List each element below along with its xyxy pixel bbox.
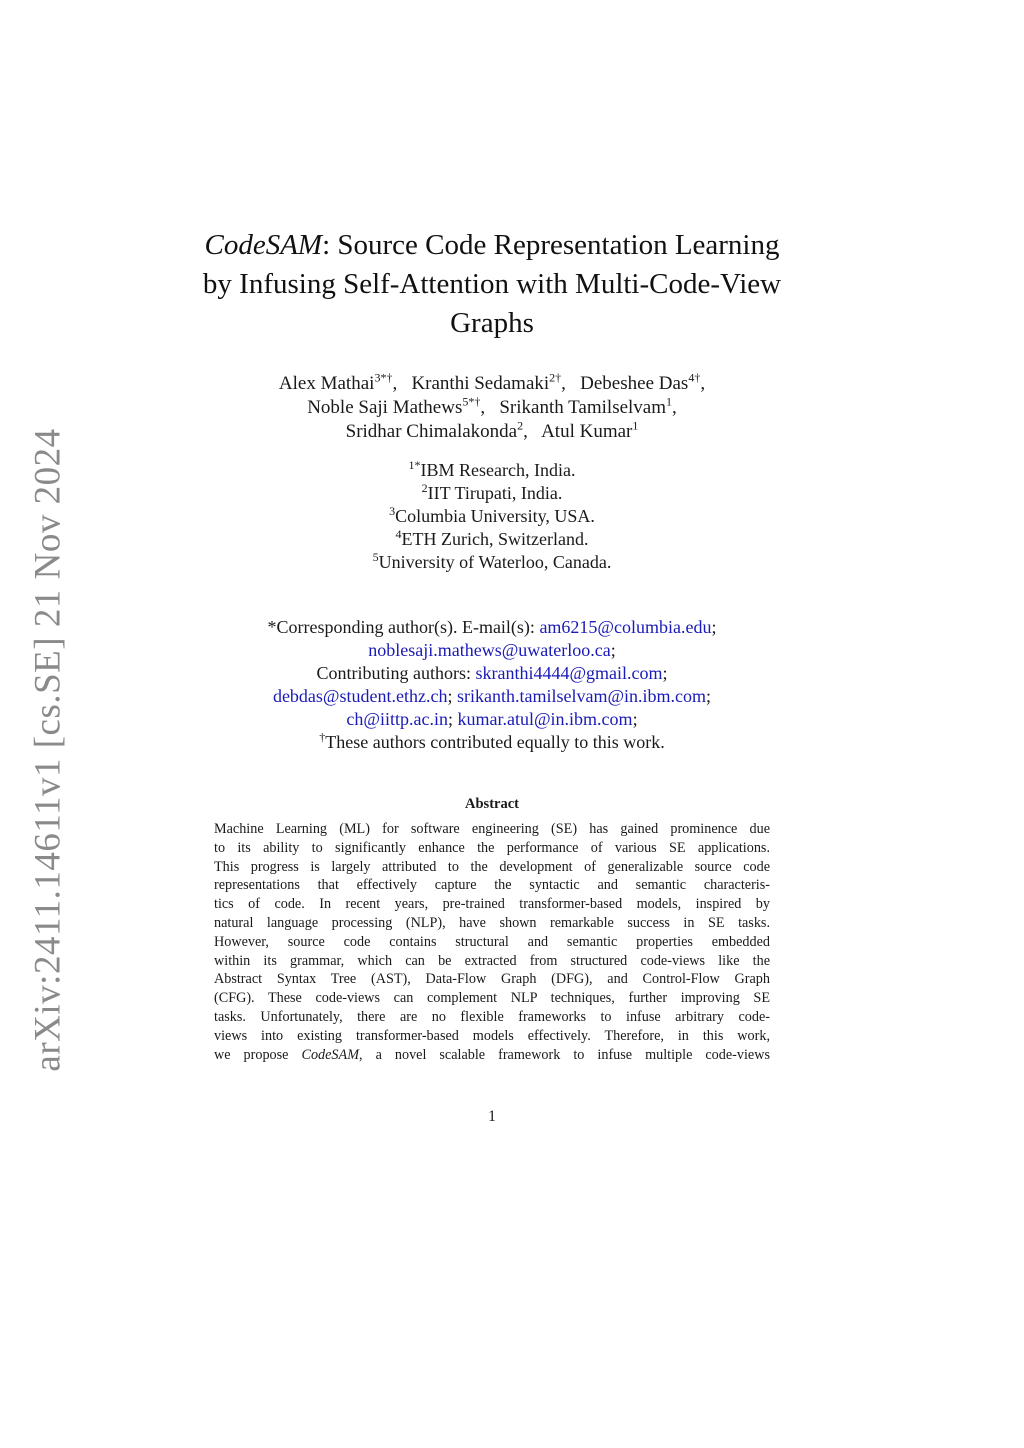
abstract-heading: Abstract xyxy=(465,796,519,812)
author: Noble Saji Mathews$^{5*\dagger}$, xyxy=(307,394,486,418)
author: Sridhar Chimalakonda$^2$, xyxy=(345,418,528,442)
abstract-line: (CFG). These code-views can complement NLP techniques, further improving SE xyxy=(214,990,770,1007)
affiliation: $^4$ETH Zurich, Switzerland. xyxy=(395,527,589,549)
email-link[interactable]: am6215@columbia.edu xyxy=(539,617,712,637)
page-number: 1 xyxy=(488,1108,496,1125)
affiliations xyxy=(172,459,812,574)
author: Debeshee Das$^{4\dagger}$, xyxy=(580,370,706,394)
email-link[interactable]: skranthi4444@gmail.com xyxy=(475,663,663,683)
correspondence-block: *Corresponding author(s). E-mail(s): am6215@columbia.edu; noblesaji.mathews@uwaterloo.ca; Contributing authors: skranthi4444@gmail.com; debdas@student.ethz.ch; srikanth.tamilselvam@in.ibm.com; ch@iittp.ac.in; kumar.atul@in.ibm.com; †These authors contributed equally to this work. xyxy=(172,616,812,754)
abstract-body xyxy=(214,820,770,1064)
paper-title xyxy=(172,226,812,343)
email-link[interactable]: debdas@student.ethz.ch xyxy=(272,686,448,706)
abstract-line: we propose CodeSAM, a novel scalable framework to infuse multiple code-views xyxy=(214,1046,770,1063)
affiliation: $^2$IIT Tirupati, India. xyxy=(421,481,563,503)
abstract-line: views into existing transformer-based models effectively. Therefore, in this work, xyxy=(214,1027,770,1044)
author: Kranthi Sedamaki$^{2\dagger}$, xyxy=(411,370,566,394)
affiliation: $^5$University of Waterloo, Canada. xyxy=(372,550,612,572)
author-list xyxy=(172,372,812,444)
abstract-line: within its grammar, which can be extracted from structured code-views like the xyxy=(214,952,770,969)
email-link[interactable]: noblesaji.mathews@uwaterloo.ca xyxy=(368,640,611,660)
abstract-line: tics of code. In recent years, pre-trained transformer-based models, inspired by xyxy=(214,896,770,913)
title-italic: CodeSAM xyxy=(204,229,323,261)
abstract-line: Machine Learning (ML) for software engineering (SE) has gained prominence due xyxy=(214,821,770,837)
arxiv-identifier: arXiv:2411.14611v1 [cs.SE] 21 Nov 2024 xyxy=(27,428,69,1072)
title-line2: by Infusing Self-Attention with Multi-Code-View xyxy=(202,268,782,300)
email-link[interactable]: kumar.atul@in.ibm.com xyxy=(457,709,633,729)
abstract-line: Abstract Syntax Tree (AST), Data-Flow Graph (DFG), and Control-Flow Graph xyxy=(214,971,770,988)
abstract-line: to its ability to significantly enhance the performance of various SE applications. xyxy=(214,839,770,856)
author: Srikanth Tamilselvam$^1$, xyxy=(499,394,677,418)
abstract-line: However, source code contains structural and semantic properties embedded xyxy=(214,933,770,950)
abstract-line: natural language processing (NLP), have shown remarkable success in SE tasks. xyxy=(214,914,770,931)
equal-contribution-note: †These authors contributed equally to this work. xyxy=(319,730,665,752)
author: Alex Mathai$^{3*\dagger}$, xyxy=(278,370,398,394)
email-link[interactable]: srikanth.tamilselvam@in.ibm.com xyxy=(456,686,707,706)
email-link[interactable]: ch@iittp.ac.in xyxy=(346,709,448,729)
affiliation: $^{1*}$IBM Research, India. xyxy=(408,458,576,480)
affiliation: $^3$Columbia University, USA. xyxy=(389,504,595,526)
author: Atul Kumar$^1$ xyxy=(541,418,639,442)
abstract-line: representations that effectively capture the syntactic and semantic characteris- xyxy=(214,877,770,894)
abstract-line: tasks. Unfortunately, there are no flexible frameworks to infuse arbitrary code- xyxy=(214,1008,770,1025)
title-line3: Graphs xyxy=(450,307,534,339)
title-line1: : Source Code Representation Learning xyxy=(322,229,780,261)
abstract-line: This progress is largely attributed to the development of generalizable source code xyxy=(214,858,770,875)
